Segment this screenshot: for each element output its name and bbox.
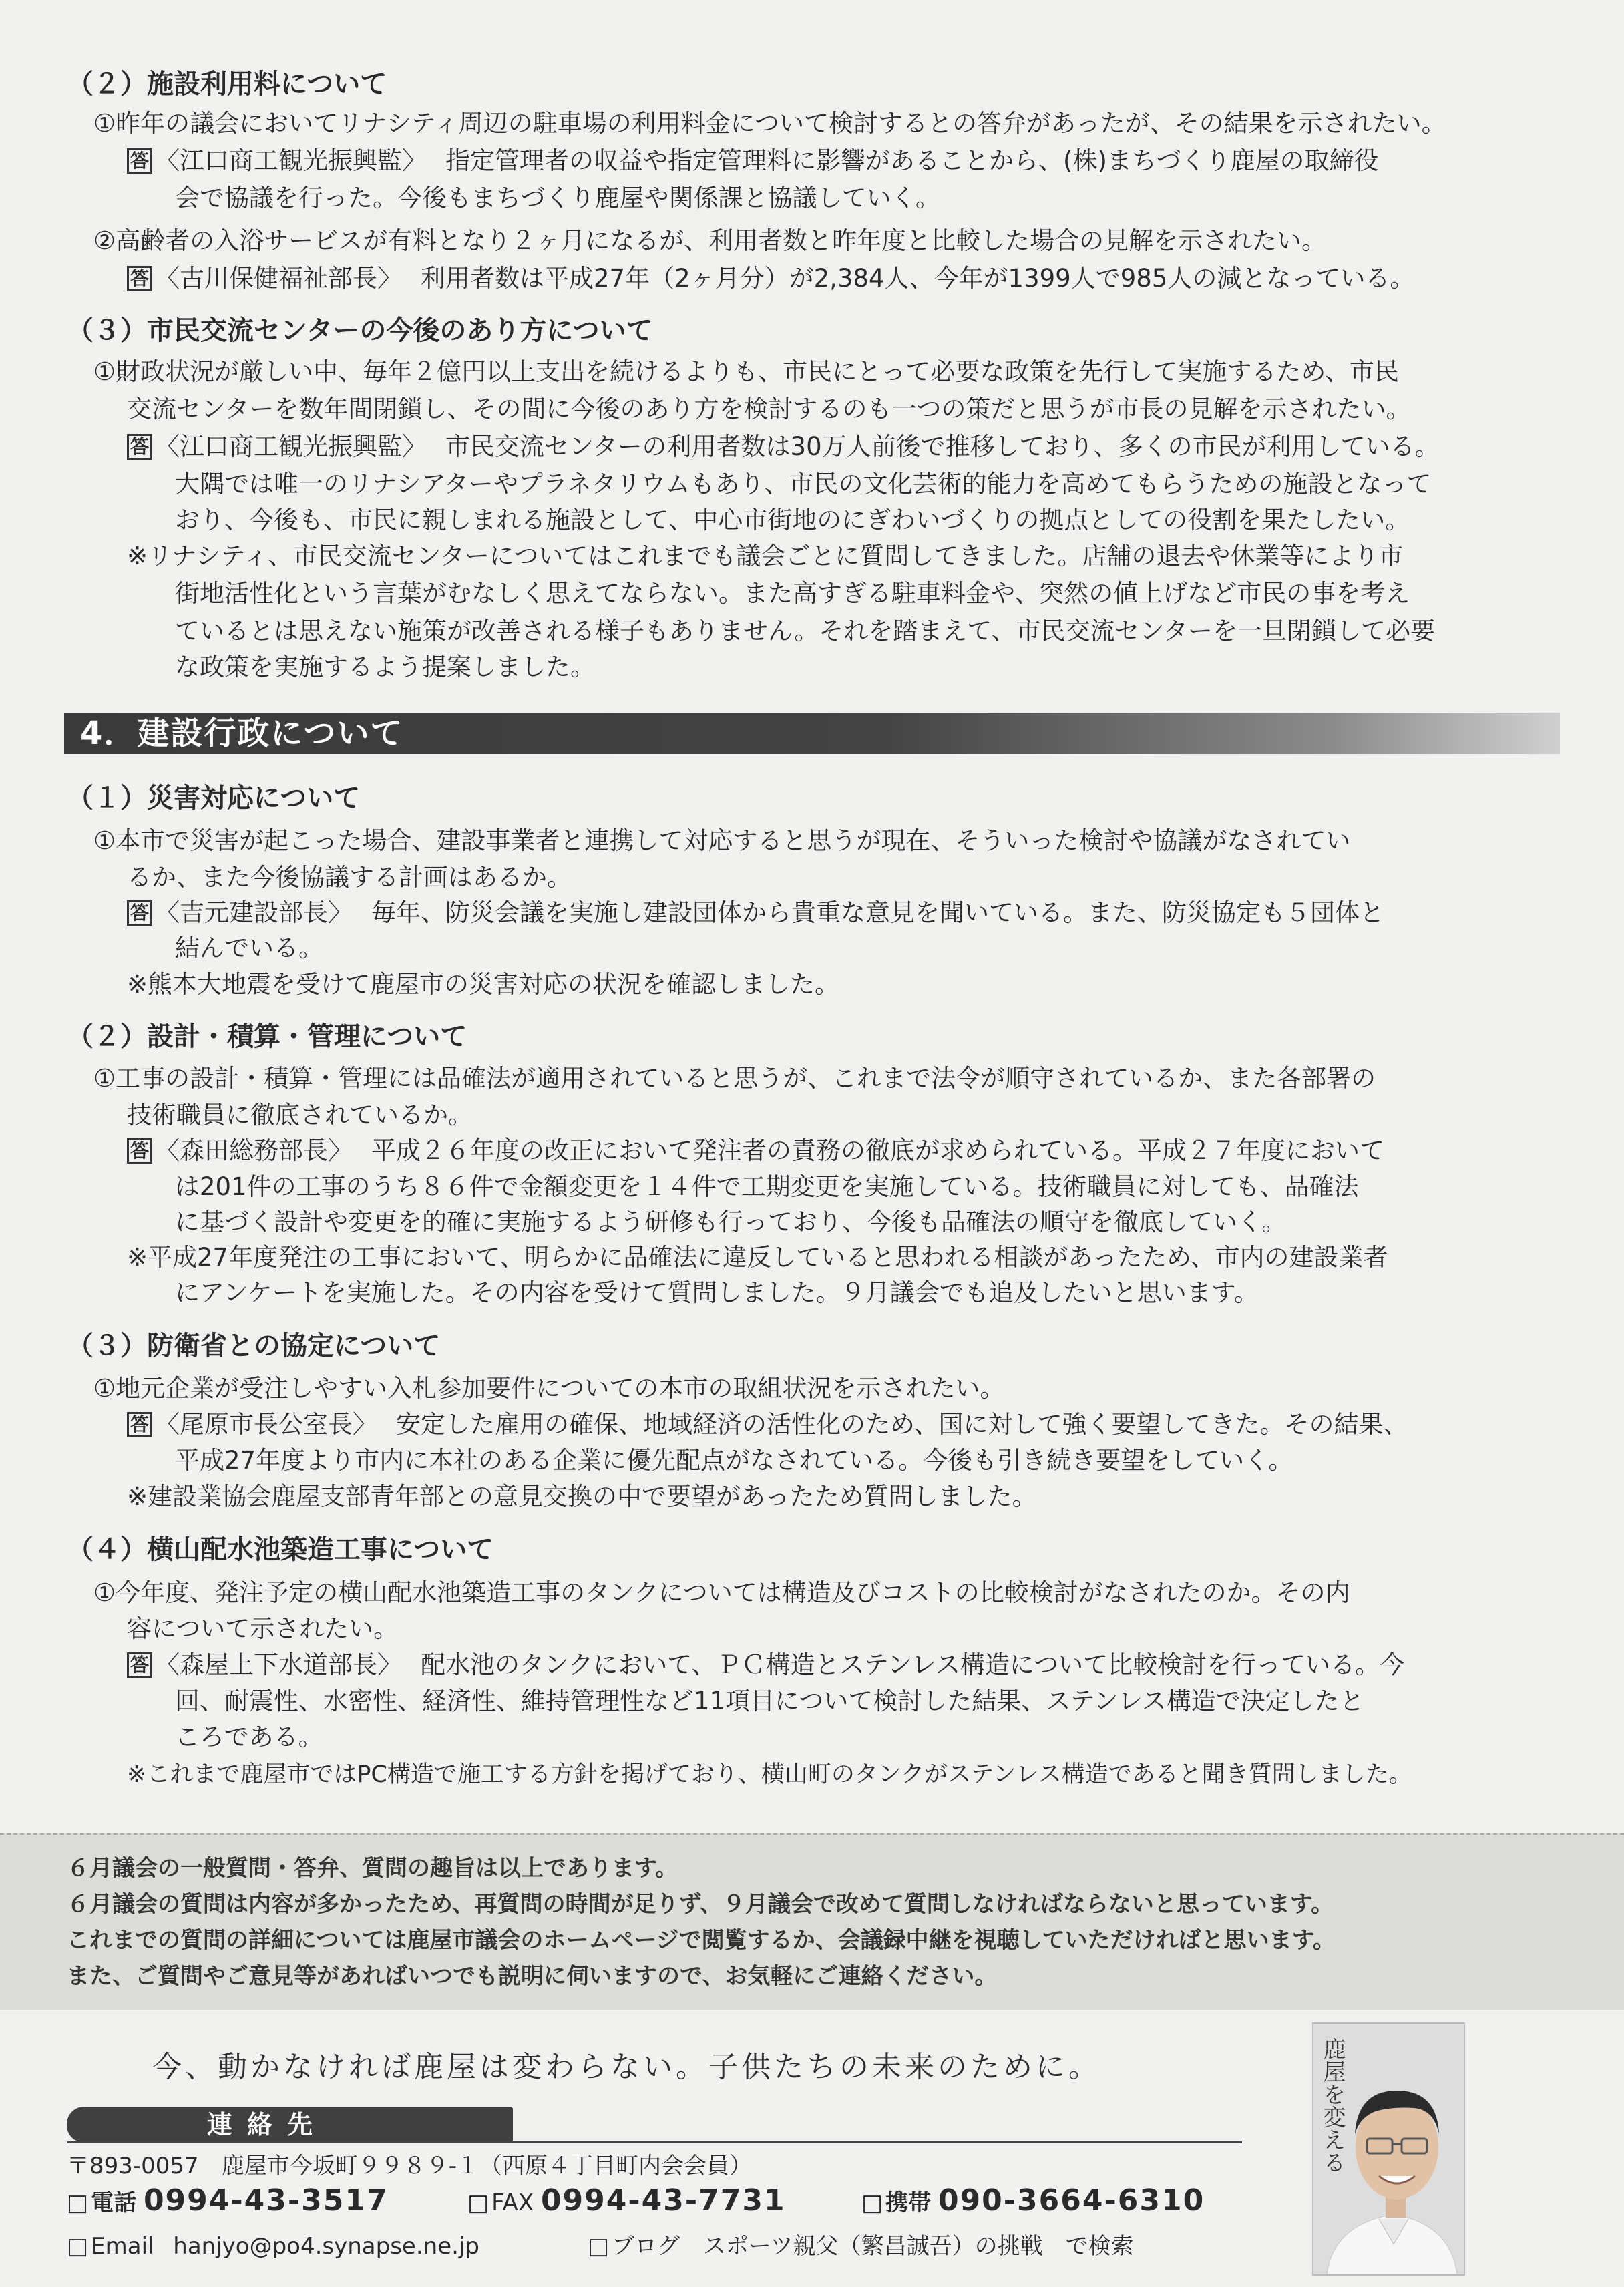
question-1: ①本市で災害が起こった場合、建設事業者と連携して対応すると思うが現在、そういった検討や協議がなされてい	[93, 826, 1351, 855]
answer-text: 配水池のタンクにおいて、ＰＣ構造とステンレス構造について比較検討を行っている。今	[421, 1650, 1405, 1679]
answer-dept: 〈江口商工観光振興監〉	[155, 432, 427, 461]
answer-1-cont: 回、耐震性、水密性、経済性、維持管理性など11項目について検討した結果、ステンレス構造で決定したと	[175, 1687, 1364, 1715]
answer-icon: 答	[127, 434, 152, 460]
note-cont: 街地活性化という言葉がむなしく思えてならない。また高すぎる駐車料金や、突然の値上げなど市民の事を考え	[175, 579, 1410, 608]
question-1: ①昨年の議会においてリナシティ周辺の駐車場の利用料金について検討するとの答弁があったが、その結果を示されたい。	[93, 109, 1446, 138]
email-label: Email	[91, 2233, 154, 2260]
note: ※熊本大地震を受けて鹿屋市の災害対応の状況を確認しました。	[127, 970, 840, 999]
answer-1	[127, 895, 1384, 931]
answer-text: 毎年、防災会議を実施し建設団体から貴重な意見を聞いている。また、防災協定も５団体と	[371, 898, 1385, 927]
question-1-cont: 交流センターを数年間閉鎖し、その間に今後のあり方を検討するのも一つの策だと思うが市長の見解を示されたい。	[127, 395, 1411, 423]
checkbox-icon: □	[467, 2189, 489, 2216]
answer-dept: 〈吉元建設部長〉	[155, 898, 353, 927]
summary-line: ６月議会の一般質問・答弁、質問の趣旨は以上であります。	[67, 1855, 678, 1882]
answer-text: 指定管理者の収益や指定管理料に影響があることから、(株)まちづくり鹿屋の取締役	[445, 146, 1379, 175]
checkbox-icon: □	[67, 2189, 89, 2216]
summary-line: また、ご質問やご意見等があればいつでも説明に伺いますので、お気軽にご連絡ください。	[67, 1963, 998, 1990]
section-title-disaster: （１）災害対応について	[67, 783, 361, 814]
summary-line: ６月議会の質問は内容が多かったため、再質問の時間が足りず、９月議会で改めて質問しなければならないと思っています。	[67, 1891, 1334, 1918]
answer-1	[127, 143, 1379, 179]
answer-icon: 答	[127, 148, 152, 174]
fax-number[interactable]: 0994-43-7731	[540, 2183, 786, 2218]
question-1: ①財政状況が厳しい中、毎年２億円以上支出を続けるよりも、市民にとって必要な政策を先行して実施するため、市民	[93, 357, 1399, 386]
question-1-cont: 技術職員に徹底されているか。	[127, 1101, 473, 1129]
answer-dept: 〈森田総務部長〉	[155, 1136, 353, 1165]
section-band-construction	[64, 713, 1560, 754]
contact-heading	[67, 2107, 513, 2143]
note: ※これまで鹿屋市ではPC構造で施工する方針を掲げており、横山町のタンクがステンレス構造であると聞き質問しました。	[127, 1761, 1412, 1788]
answer-2	[127, 260, 1414, 297]
answer-1-cont: 会で協議を行った。今後もまちづくり鹿屋や関係課と協議していく。	[175, 184, 940, 212]
divider	[67, 2141, 1242, 2143]
answer-1-cont: おり、今後も、市民に親しまれる施設として、中心市街地のにぎわいづくりの拠点としての役割を果たしたい。	[175, 506, 1410, 534]
contact-heading-label: 連絡先	[207, 2110, 328, 2139]
question-1-cont: るか、また今後協議する計画はあるか。	[127, 863, 572, 892]
mobile-label: 携帯	[885, 2189, 932, 2216]
blog-label: ブログ	[612, 2233, 680, 2260]
section-title-facility-fees: （２）施設利用料について	[67, 69, 387, 100]
note: ※平成27年度発注の工事において、明らかに品確法に違反していると思われる相談があったため、市内の建設業者	[127, 1243, 1388, 1272]
answer-icon: 答	[127, 266, 152, 291]
contact-mobile	[861, 2185, 1205, 2218]
tel-label: 電話	[91, 2189, 137, 2216]
note: ※建設業協会鹿屋支部青年部との意見交換の中で要望があったため質問しました。	[127, 1482, 1037, 1511]
question-1-cont: 容について示されたい。	[127, 1614, 399, 1643]
checkbox-icon: □	[588, 2233, 610, 2260]
question-2: ②高齢者の入浴サービスが有料となり２ヶ月になるが、利用者数と昨年度と比較した場合の見解を示されたい。	[93, 226, 1327, 255]
portrait-photo	[1312, 2022, 1465, 2276]
photo-caption: 鹿屋を変える	[1319, 2037, 1346, 2173]
summary-panel	[0, 1833, 1624, 2010]
question-1: ①工事の設計・積算・管理には品確法が適用されていると思うが、これまで法令が順守されているか、また各部署の	[93, 1064, 1376, 1093]
answer-icon: 答	[127, 900, 152, 926]
checkbox-icon: □	[861, 2189, 883, 2216]
section-band-title: 4．建設行政について	[80, 715, 404, 752]
fax-label: FAX	[491, 2189, 534, 2216]
answer-dept: 〈江口商工観光振興監〉	[155, 146, 427, 175]
mobile-number[interactable]: 090-3664-6310	[938, 2183, 1205, 2218]
answer-text: 安定した雇用の確保、地域経済の活性化のため、国に対して強く要望してきた。その結果、	[396, 1410, 1408, 1439]
slogan: 今、動かなければ鹿屋は変わらない。子供たちの未来のために。	[152, 2050, 1101, 2084]
answer-1-cont: は201件の工事のうち８６件で金額変更を１４件で工期変更を実施している。技術職員に対しても、品確法	[175, 1172, 1359, 1201]
answer-icon: 答	[127, 1652, 152, 1678]
answer-1	[127, 1647, 1404, 1683]
contact-fax	[467, 2185, 786, 2218]
blog-search-text[interactable]: スポーツ親父（繁昌誠吾）の挑戦 で検索	[702, 2233, 1134, 2260]
contact-blog	[588, 2231, 1134, 2262]
note-cont: な政策を実施するよう提案しました。	[175, 653, 595, 681]
contact-email	[67, 2231, 479, 2262]
answer-icon: 答	[127, 1412, 152, 1437]
answer-text: 市民交流センターの利用者数は30万人前後で推移しており、多くの市民が利用している。	[445, 432, 1440, 461]
answer-text: 平成２６年度の改正において発注者の責務の徹底が求められている。平成２７年度において	[371, 1136, 1385, 1165]
contact-address: 〒893-0057 鹿屋市今坂町９９８９-１（西原４丁目町内会会員）	[67, 2153, 752, 2179]
question-1: ①地元企業が受注しやすい入札参加要件についての本市の取組状況を示されたい。	[93, 1374, 1005, 1403]
section-title-defense: （３）防衛省との協定について	[67, 1331, 441, 1361]
section-title-reservoir: （４）横山配水池築造工事について	[67, 1534, 494, 1565]
answer-1-cont: ころである。	[175, 1723, 323, 1751]
section-title-design: （２）設計・積算・管理について	[67, 1021, 467, 1052]
note-cont: にアンケートを実施した。その内容を受けて質問しました。９月議会でも追及したいと思います。	[175, 1278, 1259, 1307]
answer-1	[127, 1133, 1384, 1169]
note-cont: ているとは思えない施策が改善される様子もありません。それを踏まえて、市民交流センターを一旦閉鎖して必要	[175, 617, 1435, 645]
checkbox-icon: □	[67, 2233, 89, 2260]
answer-1-cont: 平成27年度より市内に本社のある企業に優先配点がなされている。今後も引き続き要望をしていく。	[175, 1446, 1293, 1475]
answer-1	[127, 1407, 1408, 1443]
contact-tel	[67, 2185, 389, 2218]
answer-1	[127, 429, 1440, 465]
answer-text: 利用者数は平成27年（2ヶ月分）が2,384人、今年が1399人で985人の減となっている。	[421, 264, 1415, 293]
answer-dept: 〈古川保健福祉部長〉	[155, 264, 403, 293]
answer-1-cont: 大隅では唯一のリナシアターやプラネタリウムもあり、市民の文化芸術的能力を高めてもらうための施設となって	[175, 470, 1432, 498]
note: ※リナシティ、市民交流センターについてはこれまでも議会ごとに質問してきました。店舗の退去や休業等により市	[127, 542, 1404, 570]
answer-1-cont: 結んでいる。	[175, 934, 323, 962]
answer-dept: 〈尾原市長公室長〉	[155, 1410, 378, 1439]
question-1: ①今年度、発注予定の横山配水池築造工事のタンクについては構造及びコストの比較検討がなされたのか。その内	[93, 1578, 1350, 1607]
summary-line: これまでの質問の詳細については鹿屋市議会のホームページで閲覧するか、会議録中継を視聴していただければと思います。	[67, 1927, 1336, 1954]
answer-1-cont: に基づく設計や変更を的確に実施するよう研修も行っており、今後も品確法の順守を徹底していく。	[175, 1208, 1287, 1236]
email-address[interactable]: hanjyo@po4.synapse.ne.jp	[173, 2233, 479, 2260]
tel-number[interactable]: 0994-43-3517	[143, 2183, 389, 2218]
answer-icon: 答	[127, 1138, 152, 1164]
answer-dept: 〈森屋上下水道部長〉	[155, 1650, 403, 1679]
section-title-civic-center: （３）市民交流センターの今後のあり方について	[67, 315, 653, 346]
